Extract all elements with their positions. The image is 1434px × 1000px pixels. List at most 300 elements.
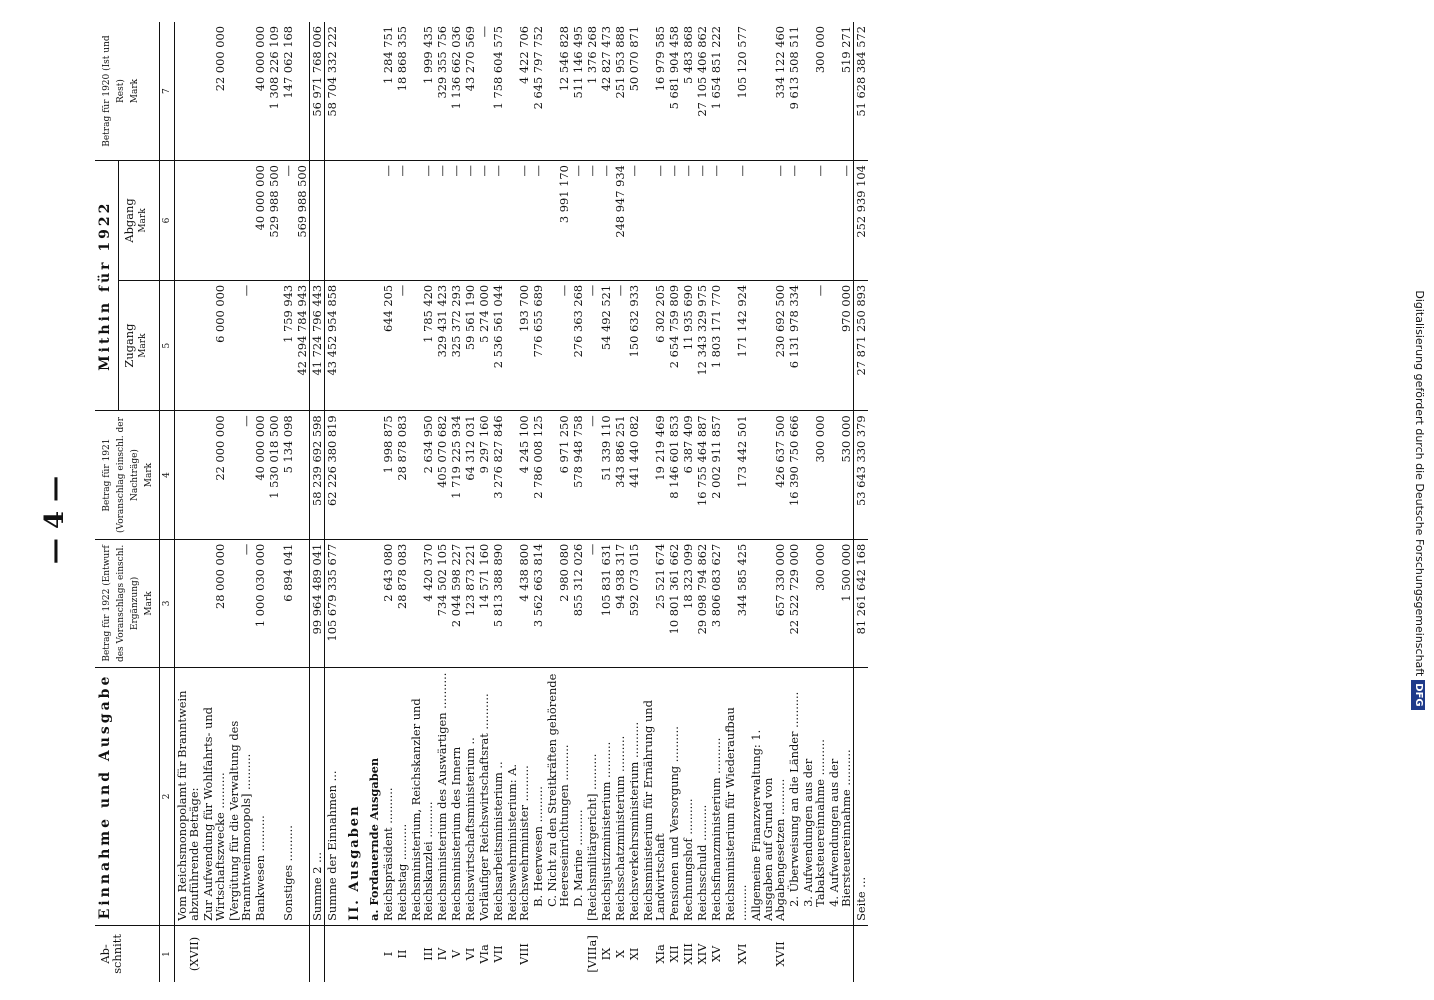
label-cell: Reichsministerium des Innern (449, 668, 463, 926)
betrag-1922-cell: 592 073 015 (627, 539, 641, 667)
colnum: 6 (160, 161, 175, 281)
betrag-1922-cell: 105 679 335 677 (325, 539, 340, 667)
betrag-1922-cell: 3 562 663 814 (531, 539, 545, 667)
label-cell: Reichsministerium des Auswärtigen .......... (435, 668, 449, 926)
abschnitt-cell: [VIIIa] (585, 935, 599, 973)
abschnitt-cell: VII (491, 945, 505, 963)
page-number: — 4 — (40, 475, 70, 565)
betrag-1922-cell: 2 980 080 (545, 539, 571, 667)
betrag-1921-cell: 22 000 000 (201, 411, 227, 539)
table-row (310, 22, 325, 982)
zugang-cell: 276 363 268 (571, 280, 585, 411)
betrag-1922-cell (267, 539, 281, 667)
digitization-note-text: Digitalisierung gefördert durch die Deutsche Forschungsgemeinschaft (1413, 290, 1426, 677)
betrag-1920-cell: 42 827 473 (599, 22, 613, 161)
abgang-cell: 529 988 500 (267, 161, 281, 281)
betrag-1922-cell (362, 539, 381, 667)
zugang-cell: 5 274 000 (477, 280, 491, 411)
table-row (463, 22, 477, 982)
abschnitt-cell: X (613, 949, 627, 958)
betrag-1922-cell: 2 643 080 (381, 539, 395, 667)
label-cell: Bankwesen .......... (253, 668, 267, 926)
betrag-1920-cell: 22 000 000 (201, 22, 227, 161)
zugang-cell: 1 803 171 770 (709, 280, 723, 411)
abgang-cell: — (667, 161, 681, 281)
betrag-1920-cell: 334 122 460 (749, 22, 787, 161)
betrag-1921-cell: 9 297 160 (477, 411, 491, 539)
abgang-cell (201, 161, 227, 281)
table-row (709, 22, 723, 982)
table-row (641, 22, 667, 982)
label-cell: B. Heerwesen .......... (531, 668, 545, 926)
label-cell: Reichsministerium für Wiederaufbau .......... (723, 668, 749, 926)
betrag-1921-cell: 53 643 330 379 (854, 411, 869, 539)
colnum: 3 (160, 539, 175, 667)
betrag-1920-cell: 1 758 604 575 (491, 22, 505, 161)
table-row (667, 22, 681, 982)
betrag-1920-cell: 51 628 384 572 (854, 22, 869, 161)
abschnitt-cell: VIa (477, 944, 491, 964)
betrag-1922-cell: 18 323 099 (681, 539, 695, 667)
betrag-1922-cell: — (585, 539, 599, 667)
betrag-1922-cell: 94 938 317 (613, 539, 627, 667)
betrag-1922-cell (339, 539, 362, 667)
table-row (723, 22, 749, 982)
header-betrag-1921: Betrag für 1921 (Voranschlag einschl. der Nachträge) Mark (95, 411, 160, 539)
zugang-cell: 2 536 561 044 (491, 280, 505, 411)
abschnitt-cell (362, 925, 381, 982)
betrag-1921-cell: 19 219 469 (641, 411, 667, 539)
abgang-cell (175, 161, 202, 281)
betrag-1921-cell: 1 719 225 934 (449, 411, 463, 539)
label-cell: [Vergütung für die Verwaltung des Branntweinmonopols] .......... (227, 668, 253, 926)
label-cell: Reichswirtschaftsministerium .. (463, 668, 477, 926)
zugang-cell: — (613, 280, 627, 411)
betrag-1922-cell: 10 801 361 662 (667, 539, 681, 667)
betrag-1922-cell: 29 098 794 862 (695, 539, 709, 667)
betrag-1920-cell: 58 704 332 222 (325, 22, 340, 161)
zugang-cell: 2 654 759 809 (667, 280, 681, 411)
table-row (409, 22, 435, 982)
abschnitt-cell: IV (435, 947, 449, 961)
table-row (201, 22, 227, 982)
abgang-cell: — (787, 161, 801, 281)
table-row (449, 22, 463, 982)
zugang-cell: 41 724 796 443 (310, 280, 325, 411)
label-cell: a. Fordauernde Ausgaben (362, 668, 381, 926)
abschnitt-cell: XVII (773, 941, 787, 967)
betrag-1920-cell (339, 22, 362, 161)
label-cell: Reichspräsident .......... (381, 668, 395, 926)
betrag-1920-cell: 1 284 751 (381, 22, 395, 161)
betrag-1922-cell: 81 261 642 168 (854, 539, 869, 667)
label-cell: Sonstiges .......... (281, 668, 295, 926)
zugang-cell: — (395, 280, 409, 411)
betrag-1921-cell: 2 002 911 857 (709, 411, 723, 539)
abgang-cell: — (477, 161, 491, 281)
zugang-cell: 6 000 000 (201, 280, 227, 411)
zugang-cell: 970 000 (827, 280, 854, 411)
abgang-cell: 569 988 500 (295, 161, 310, 281)
betrag-1922-cell: 734 502 105 (435, 539, 449, 667)
table-row (627, 22, 641, 982)
betrag-1921-cell (362, 411, 381, 539)
zugang-cell: 776 655 689 (531, 280, 545, 411)
zugang-cell: 329 431 423 (435, 280, 449, 411)
betrag-1922-cell: — (227, 539, 253, 667)
label-cell: 4. Aufwendungen aus der Biersteuereinnahme .......... (827, 668, 854, 926)
betrag-1922-cell: 4 420 370 (409, 539, 435, 667)
betrag-1921-cell: 2 634 950 (409, 411, 435, 539)
betrag-1922-cell: 28 000 000 (201, 539, 227, 667)
label-cell: 3. Aufwendungen aus der Tabaksteuereinnahme .......... (801, 668, 827, 926)
table-row (599, 22, 613, 982)
zugang-cell: — (801, 280, 827, 411)
abgang-cell: — (449, 161, 463, 281)
abschnitt-cell (325, 925, 340, 982)
abgang-cell: 252 939 104 (854, 161, 869, 281)
betrag-1921-cell: 3 276 827 846 (491, 411, 505, 539)
abschnitt-cell: XIa (653, 944, 667, 964)
colnum: 1 (160, 925, 175, 982)
betrag-1920-cell: 56 971 768 006 (310, 22, 325, 161)
label-cell: 2. Überweisung an die Länder .......... (787, 668, 801, 926)
betrag-1922-cell: 855 312 026 (571, 539, 585, 667)
table-body (160, 22, 869, 982)
betrag-1921-cell: 16 390 750 666 (787, 411, 801, 539)
abgang-cell: — (571, 161, 585, 281)
betrag-1921-cell: 28 878 083 (395, 411, 409, 539)
abschnitt-cell: VIII (517, 943, 531, 965)
betrag-1922-cell: 5 813 388 890 (491, 539, 505, 667)
betrag-1920-cell: 1 999 435 (409, 22, 435, 161)
zugang-cell (339, 280, 362, 411)
betrag-1921-cell: 441 440 082 (627, 411, 641, 539)
table-row (281, 22, 295, 982)
table-row (362, 22, 381, 982)
zugang-cell (362, 280, 381, 411)
abgang-cell (362, 161, 381, 281)
zugang-cell: 1 759 943 (281, 280, 295, 411)
table-row (505, 22, 531, 982)
betrag-1922-cell: 2 044 598 227 (449, 539, 463, 667)
abschnitt-cell: (XVII) (187, 936, 201, 972)
betrag-1920-cell: 43 270 569 (463, 22, 477, 161)
abgang-cell (325, 161, 340, 281)
abgang-cell: — (681, 161, 695, 281)
label-cell: Pensionen und Versorgung .......... (667, 668, 681, 926)
label-cell: [Reichsmilitärgericht] .......... (585, 668, 599, 926)
abschnitt-cell (227, 925, 253, 982)
table-row (477, 22, 491, 982)
betrag-1922-cell: 4 438 800 (505, 539, 531, 667)
zugang-cell: 1 785 420 (409, 280, 435, 411)
betrag-1920-cell: 27 105 406 862 (695, 22, 709, 161)
betrag-1920-cell (227, 22, 253, 161)
abschnitt-cell (545, 925, 571, 982)
table-row (267, 22, 281, 982)
header-einnahme-ausgabe: Einnahme und Ausgabe (95, 668, 160, 926)
betrag-1921-cell: 58 239 692 598 (310, 411, 325, 539)
label-cell: Reichstag .......... (395, 668, 409, 926)
label-cell: Reichsschatzministerium .......... (613, 668, 627, 926)
table-row (545, 22, 571, 982)
abgang-cell: — (505, 161, 531, 281)
dfg-logo: DFG (1411, 680, 1425, 709)
betrag-1921-cell: 530 000 (827, 411, 854, 539)
betrag-1921-cell (295, 411, 310, 539)
betrag-1922-cell: 123 873 221 (463, 539, 477, 667)
label-cell: Reichsarbeitsministerium .. (491, 668, 505, 926)
table-row (749, 22, 787, 982)
abschnitt-cell (281, 925, 295, 982)
betrag-1921-cell: 40 000 000 (253, 411, 267, 539)
betrag-1922-cell: 344 585 425 (723, 539, 749, 667)
betrag-1922-cell: 300 000 (801, 539, 827, 667)
table-row (531, 22, 545, 982)
abschnitt-cell: III (421, 947, 435, 961)
zugang-cell: 11 935 690 (681, 280, 695, 411)
betrag-1921-cell: 2 786 008 125 (531, 411, 545, 539)
zugang-cell: 43 452 954 858 (325, 280, 340, 411)
betrag-1920-cell: 147 062 168 (281, 22, 295, 161)
label-cell: D. Marine .......... (571, 668, 585, 926)
abgang-cell: — (801, 161, 827, 281)
table-row (854, 22, 869, 982)
label-cell: Rechnungshof .......... (681, 668, 695, 926)
betrag-1920-cell (362, 22, 381, 161)
betrag-1921-cell: 16 755 464 887 (695, 411, 709, 539)
betrag-1921-cell: — (227, 411, 253, 539)
zugang-cell: — (585, 280, 599, 411)
betrag-1921-cell: 8 146 601 853 (667, 411, 681, 539)
betrag-1920-cell: 4 422 706 (505, 22, 531, 161)
abgang-cell (310, 161, 325, 281)
label-cell: Reichsschuld .......... (695, 668, 709, 926)
table-row (253, 22, 267, 982)
zugang-cell: 59 561 190 (463, 280, 477, 411)
abgang-cell: — (395, 161, 409, 281)
betrag-1922-cell: 28 878 083 (395, 539, 409, 667)
label-cell: Summe 2 ... (310, 668, 325, 926)
abschnitt-cell: XII (667, 945, 681, 963)
betrag-1920-cell: 5 681 904 458 (667, 22, 681, 161)
abgang-cell: 40 000 000 (253, 161, 267, 281)
budget-table (95, 22, 868, 982)
colnum: 2 (160, 668, 175, 926)
betrag-1920-cell (295, 22, 310, 161)
colnum: 4 (160, 411, 175, 539)
table-row (787, 22, 801, 982)
label-cell: Allgemeine Finanzverwaltung: 1. Ausgaben auf Grund von Abgabengesetzen .......... (749, 668, 787, 926)
betrag-1920-cell: 519 271 (827, 22, 854, 161)
table-row (295, 22, 310, 982)
abgang-cell: 3 991 170 (545, 161, 571, 281)
label-cell: Vorläufiger Reichswirtschaftsrat .......... (477, 668, 491, 926)
abgang-cell: — (531, 161, 545, 281)
betrag-1921-cell: 173 442 501 (723, 411, 749, 539)
abgang-cell: — (491, 161, 505, 281)
abschnitt-cell (339, 925, 362, 982)
betrag-1922-cell: 25 521 674 (641, 539, 667, 667)
abgang-cell: — (585, 161, 599, 281)
abgang-cell: 248 947 934 (613, 161, 627, 281)
header-betrag-1920: Betrag für 1920 (Ist und Rest) Mark (95, 22, 160, 161)
betrag-1921-cell: 62 226 380 819 (325, 411, 340, 539)
abschnitt-cell: XV (709, 945, 723, 963)
abschnitt-cell: IX (599, 947, 613, 961)
abschnitt-cell: V (449, 949, 463, 959)
betrag-1921-cell: 1 530 018 500 (267, 411, 281, 539)
label-cell (295, 668, 310, 926)
abschnitt-cell (827, 925, 854, 982)
betrag-1922-cell: 6 894 041 (281, 539, 295, 667)
betrag-1921-cell: 6 387 409 (681, 411, 695, 539)
betrag-1920-cell: 1 376 268 (585, 22, 599, 161)
label-cell: C. Nicht zu den Streitkräften gehörende Heereseinrichtungen .......... (545, 668, 571, 926)
column-numbers-row (160, 22, 175, 982)
label-cell: Reichsfinanzministerium .......... (709, 668, 723, 926)
betrag-1920-cell: — (477, 22, 491, 161)
table-row (325, 22, 340, 982)
table-row (227, 22, 253, 982)
betrag-1920-cell: 5 483 868 (681, 22, 695, 161)
zugang-cell: 12 343 329 975 (695, 280, 709, 411)
table-row (827, 22, 854, 982)
zugang-cell: 42 294 784 943 (295, 280, 310, 411)
zugang-cell: 325 372 293 (449, 280, 463, 411)
betrag-1920-cell: 9 613 508 511 (787, 22, 801, 161)
zugang-cell (253, 280, 267, 411)
zugang-cell: 54 492 521 (599, 280, 613, 411)
header-abschnitt: Ab-schnitt (95, 925, 160, 982)
abgang-cell: — (381, 161, 395, 281)
abschnitt-cell (295, 925, 310, 982)
zugang-cell: — (227, 280, 253, 411)
betrag-1921-cell: 343 886 251 (613, 411, 627, 539)
abgang-cell: — (435, 161, 449, 281)
betrag-1921-cell: 1 998 875 (381, 411, 395, 539)
header-row (95, 22, 119, 982)
abgang-cell: — (709, 161, 723, 281)
betrag-1921-cell: 6 971 250 (545, 411, 571, 539)
table-row (613, 22, 627, 982)
betrag-1920-cell: 12 546 828 (545, 22, 571, 161)
abschnitt-cell (801, 925, 827, 982)
betrag-1922-cell: 99 964 489 041 (310, 539, 325, 667)
betrag-1920-cell: 16 979 585 (641, 22, 667, 161)
betrag-1922-cell: 14 571 160 (477, 539, 491, 667)
zugang-cell: 6 131 978 334 (787, 280, 801, 411)
abschnitt-cell: XIII (681, 943, 695, 965)
abschnitt-cell (571, 925, 585, 982)
betrag-1922-cell: 1 500 000 (827, 539, 854, 667)
betrag-1920-cell: 1 308 226 109 (267, 22, 281, 161)
abschnitt-cell: XI (627, 947, 641, 961)
abgang-cell: — (827, 161, 854, 281)
betrag-1920-cell: 300 000 (801, 22, 827, 161)
label-cell: Vom Reichsmonopolamt für Branntwein abzuführende Beträge: (175, 668, 202, 926)
betrag-1922-cell (175, 539, 202, 667)
betrag-1922-cell: 657 330 000 (749, 539, 787, 667)
betrag-1920-cell: 1 136 662 036 (449, 22, 463, 161)
betrag-1922-cell: 105 831 631 (599, 539, 613, 667)
table-row (585, 22, 599, 982)
abschnitt-cell (253, 925, 267, 982)
betrag-1921-cell: 5 134 098 (281, 411, 295, 539)
label-cell: Reichswehrministerium: A. Reichswehrminister .......... (505, 668, 531, 926)
label-cell: Reichsverkehrsministerium .......... (627, 668, 641, 926)
betrag-1921-cell (175, 411, 202, 539)
betrag-1921-cell: 405 070 682 (435, 411, 449, 539)
abschnitt-cell (854, 925, 869, 982)
table-row (339, 22, 362, 982)
abgang-cell (227, 161, 253, 281)
abschnitt-cell (201, 925, 227, 982)
abgang-cell: — (695, 161, 709, 281)
betrag-1921-cell (339, 411, 362, 539)
zugang-cell: 171 142 924 (723, 280, 749, 411)
abschnitt-cell: II (395, 949, 409, 959)
table-row (571, 22, 585, 982)
table-row (695, 22, 709, 982)
betrag-1920-cell: 251 953 888 (613, 22, 627, 161)
abschnitt-cell (267, 925, 281, 982)
betrag-1920-cell: 105 120 577 (723, 22, 749, 161)
betrag-1920-cell (175, 22, 202, 161)
betrag-1920-cell: 50 070 871 (627, 22, 641, 161)
abgang-cell: — (599, 161, 613, 281)
betrag-1922-cell: 1 000 030 000 (253, 539, 267, 667)
table-row (395, 22, 409, 982)
betrag-1920-cell: 1 654 851 222 (709, 22, 723, 161)
label-cell: Reichsministerium, Reichskanzler und Reichskanzlei .......... (409, 668, 435, 926)
betrag-1921-cell: 300 000 (801, 411, 827, 539)
betrag-1922-cell (295, 539, 310, 667)
header-mithin-1922: Mithin für 1922 (95, 161, 119, 411)
betrag-1920-cell: 18 868 355 (395, 22, 409, 161)
betrag-1921-cell: — (585, 411, 599, 539)
abschnitt-cell: XVI (735, 943, 749, 965)
betrag-1922-cell: 3 806 083 627 (709, 539, 723, 667)
table-row (491, 22, 505, 982)
abschnitt-cell: VI (463, 947, 477, 961)
abschnitt-cell (531, 925, 545, 982)
abschnitt-cell (310, 925, 325, 982)
zugang-cell: 644 205 (381, 280, 395, 411)
table-row (381, 22, 395, 982)
header-abgang: Abgang Mark (119, 161, 160, 281)
abschnitt-cell: XIV (695, 943, 709, 965)
betrag-1921-cell: 578 948 758 (571, 411, 585, 539)
abgang-cell (339, 161, 362, 281)
abgang-cell: — (641, 161, 667, 281)
colnum: 7 (160, 22, 175, 161)
table-row (681, 22, 695, 982)
header-betrag-1922: Betrag für 1922 (Entwurf des Voranschlags einschl. Ergänzung) Mark (95, 539, 160, 667)
betrag-1921-cell: 4 245 100 (505, 411, 531, 539)
abschnitt-cell (787, 925, 801, 982)
label-cell (267, 668, 281, 926)
zugang-cell: 230 692 500 (749, 280, 787, 411)
zugang-cell: 150 632 933 (627, 280, 641, 411)
zugang-cell: 193 700 (505, 280, 531, 411)
abgang-cell: — (281, 161, 295, 281)
betrag-1920-cell: 511 146 495 (571, 22, 585, 161)
abschnitt-cell: I (381, 951, 395, 957)
header-zugang: Zugang Mark (119, 280, 160, 411)
label-cell: Zur Aufwendung für Wohlfahrts- und Wirtschaftszwecke .......... (201, 668, 227, 926)
